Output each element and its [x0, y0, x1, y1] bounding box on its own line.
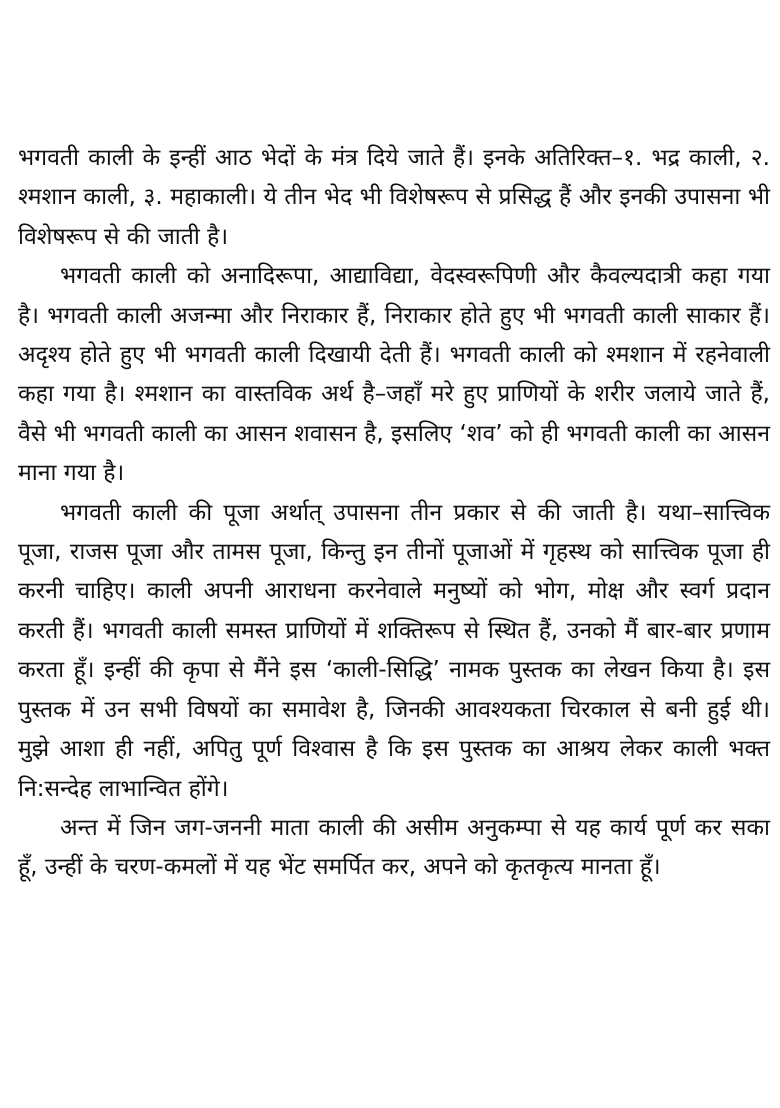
paragraph: अन्त में जिन जग-जननी माता काली की असीम अनुकम्पा से यह कार्य पूर्ण कर सका हूँ, उन्हीं के चरण-कमलों में यह भेंट समर्पित कर, अपने को कृतकृत्य मानता हूँ।	[18, 814, 770, 881]
paragraph-continuation: भगवती काली के इन्हीं आठ भेदों के मंत्र दिये जाते हैं। इनके अतिरिक्त–१. भद्र काली, २. श्मशान काली, ३. महाकाली। ये तीन भेद भी विशेषरूप से प्रसिद्ध हैं और इनकी उपासना भी विशेषरूप से की जाती है।	[18, 145, 770, 250]
paragraph: भगवती काली को अनादिरूपा, आद्याविद्या, वेदस्वरूपिणी और कैवल्यदात्री कहा गया है। भगवती काली अजन्मा और निराकार हैं, निराकार होते हुए भी भगवती काली साकार हैं। अदृश्य होते हुए भी भगवती काली दिखायी देती हैं। भगवती काली को श्मशान में रहनेवाली कहा गया है। श्मशान का वास्तविक अर्थ है–जहाँ मरे हुए प्राणियों के शरीर जलाये जाते हैं, वैसे भी भगवती काली का आसन शवासन है, इसलिए ‘शव’ को ही भगवती काली का आसन माना गया है।	[18, 263, 770, 487]
paragraph: भगवती काली की पूजा अर्थात् उपासना तीन प्रकार से की जाती है। यथा–सात्त्विक पूजा, राजस पूजा और तामस पूजा, किन्तु इन तीनों पूजाओं में गृहस्थ को सात्त्विक पूजा ही करनी चाहिए। काली अपनी आराधना करनेवाले मनुष्यों को भोग, मोक्ष और स्वर्ग प्रदान करती हैं। भगवती काली समस्त प्राणियों में शक्तिरूप से स्थित हैं, उनको मैं बार-बार प्रणाम करता हूँ। इन्हीं की कृपा से मैंने इस ‘काली-सिद्धि’ नामक पुस्तक का लेखन किया है। इस पुस्तक में उन सभी विषयों का समावेश है, जिनकी आवश्यकता चिरकाल से बनी हुई थी। मुझे आशा ही नहीं, अपितु पूर्ण विश्वास है कि इस पुस्तक का आश्रय लेकर काली भक्त नि:सन्देह लाभान्वित होंगे।	[18, 499, 770, 802]
body-text	[18, 139, 770, 888]
